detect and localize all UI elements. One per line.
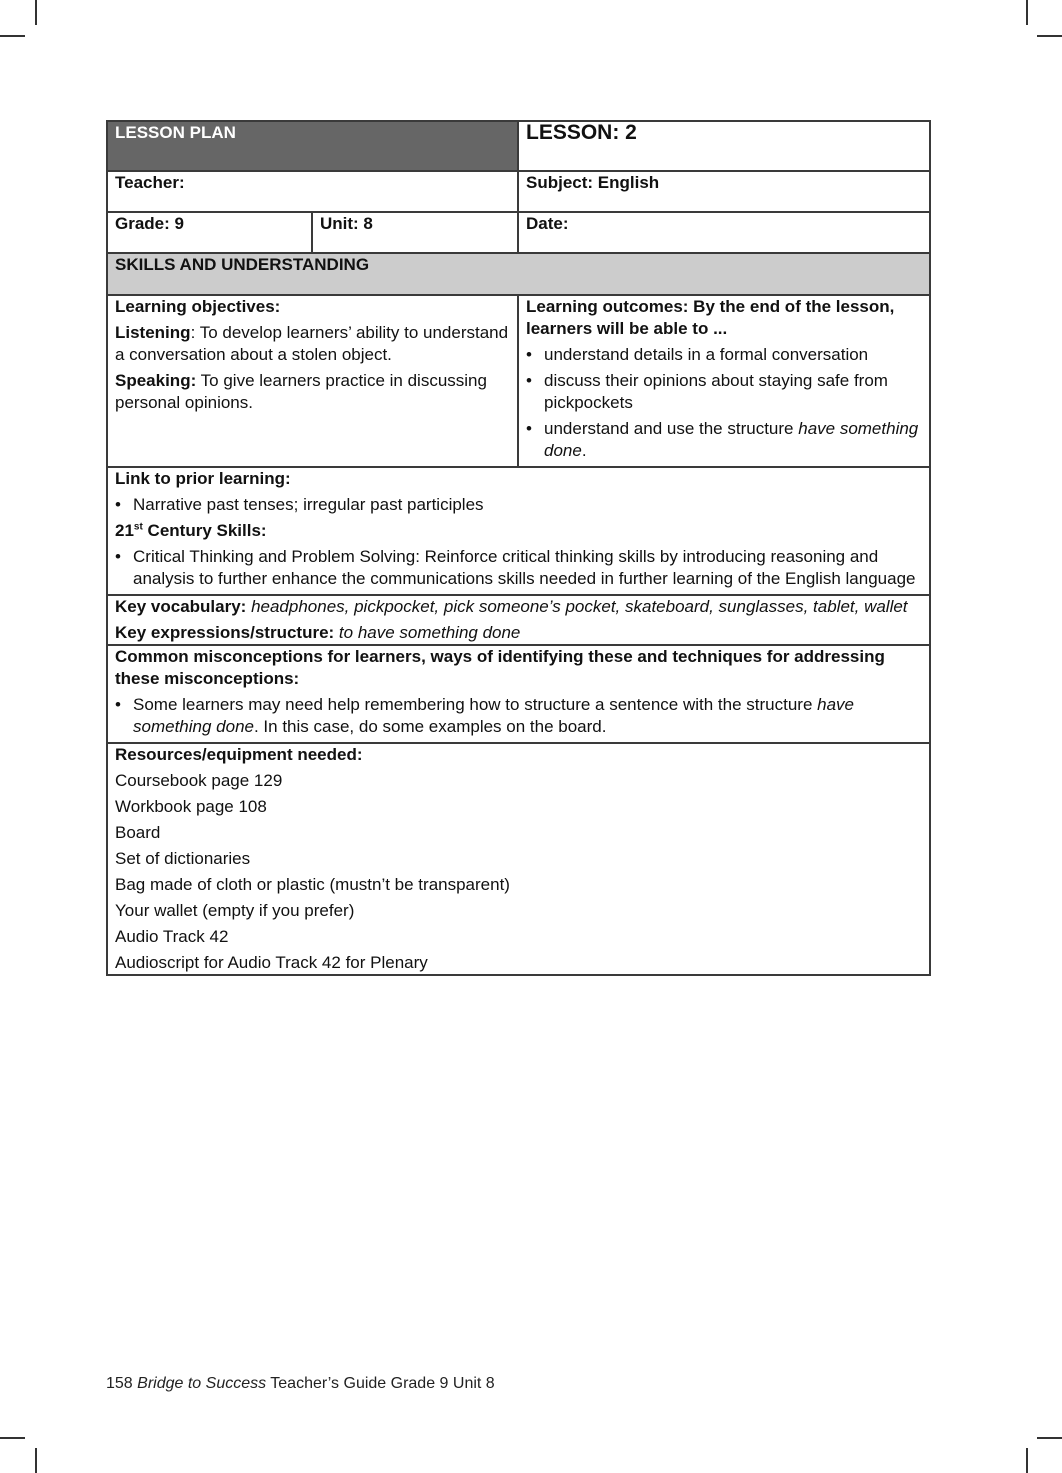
lesson-plan-table [106,120,931,976]
crop-mark [0,1437,25,1439]
objectives-heading: Learning objectives: [115,297,281,316]
expressions-label: Key expressions/structure: [115,623,335,642]
misconceptions-block [107,645,930,743]
outcome-text: understand and use the structure [544,419,799,438]
resource-item: Audio Track 42 [115,927,229,946]
prior-learning-block [107,467,930,595]
outcome-italic: have something done [544,419,919,460]
resource-item: Set of dictionaries [115,849,251,868]
section-skills-understanding: SKILLS AND UNDERSTANDING [107,253,930,295]
skills-heading-num: 21 [115,521,134,540]
century-skills-list [115,546,922,590]
page-number: 158 [106,1375,133,1392]
century-skills-heading [115,520,922,542]
lesson-plan-title: LESSON PLAN [107,121,518,171]
resource-item: Board [115,823,161,842]
resource-item: Workbook page 108 [115,797,267,816]
crop-mark [1026,1448,1028,1473]
speaking-label: Speaking: [115,371,197,390]
resource-item: Bag made of cloth or plastic (mustn’t be transparent) [115,875,510,894]
crop-mark [0,35,25,37]
learning-objectives [107,295,518,467]
learning-outcomes [518,295,930,467]
page-footer [106,1375,495,1393]
outcomes-heading: Learning outcomes: By the end of the lesson, learners will be able to ... [526,297,895,338]
resource-item: Your wallet (empty if you prefer) [115,901,355,920]
teacher-field: Teacher: [107,171,518,212]
expressions-text: to have something done [334,623,521,642]
misconception-text: Some learners may need help remembering how to structure a sentence with the structure [133,695,818,714]
crop-mark [1026,0,1028,25]
list-item: • discuss their opinions about staying safe from pickpockets [526,370,922,414]
list-item: • Narrative past tenses; irregular past participles [115,494,922,516]
crop-mark [35,0,37,25]
key-vocabulary [115,596,922,618]
grade-field: Grade: 9 [107,212,312,253]
resource-item: Coursebook page 129 [115,771,283,790]
objective-listening [115,322,510,366]
lesson-number: LESSON: 2 [518,121,930,171]
speaking-text: To give learners practice in discussing personal opinions. [115,371,487,412]
subject-field: Subject: English [518,171,930,212]
date-field: Date: [518,212,930,253]
vocabulary-words: headphones, pickpocket, pick someone’s pocket, skateboard, sunglasses, tablet, wallet [246,597,908,616]
vocabulary-label: Key vocabulary: [115,597,247,616]
list-item: • understand details in a formal conversation [526,344,922,366]
prior-learning-list [115,494,922,516]
misconception-italic: have something done [133,695,854,736]
resources-heading: Resources/equipment needed: [115,745,363,764]
resource-item: Audioscript for Audio Track 42 for Plenary [115,953,428,972]
resources-block [107,743,930,975]
outcomes-list [526,344,922,462]
listening-text: : To develop learners’ ability to understand a conversation about a stolen object. [115,323,509,364]
misconceptions-list [115,694,922,738]
prior-learning-heading: Link to prior learning: [115,469,291,488]
crop-mark [1037,1437,1062,1439]
book-title: Bridge to Success [137,1375,267,1392]
list-item [526,418,922,462]
listening-label: Listening [115,323,191,342]
crop-mark [1037,35,1062,37]
outcome-after: . [581,441,587,460]
misconception-after: . In this case, do some examples on the board. [253,717,607,736]
footer-rest: Teacher’s Guide Grade 9 Unit 8 [266,1375,495,1392]
key-expressions [115,622,922,644]
list-item [115,694,922,738]
misconceptions-heading: Common misconceptions for learners, ways of identifying these and techniques for addressing these misconceptions: [115,647,885,688]
skills-heading-rest: Century Skills: [142,521,267,540]
vocabulary-block [107,595,930,645]
skills-heading-sup: st [133,521,143,533]
objective-speaking [115,370,510,414]
unit-field: Unit: 8 [312,212,518,253]
crop-mark [35,1448,37,1473]
list-item: • Critical Thinking and Problem Solving: Reinforce critical thinking skills by introducing reasoning and analysis to further enhance the communications skills needed in further learning of the English language [115,546,922,590]
